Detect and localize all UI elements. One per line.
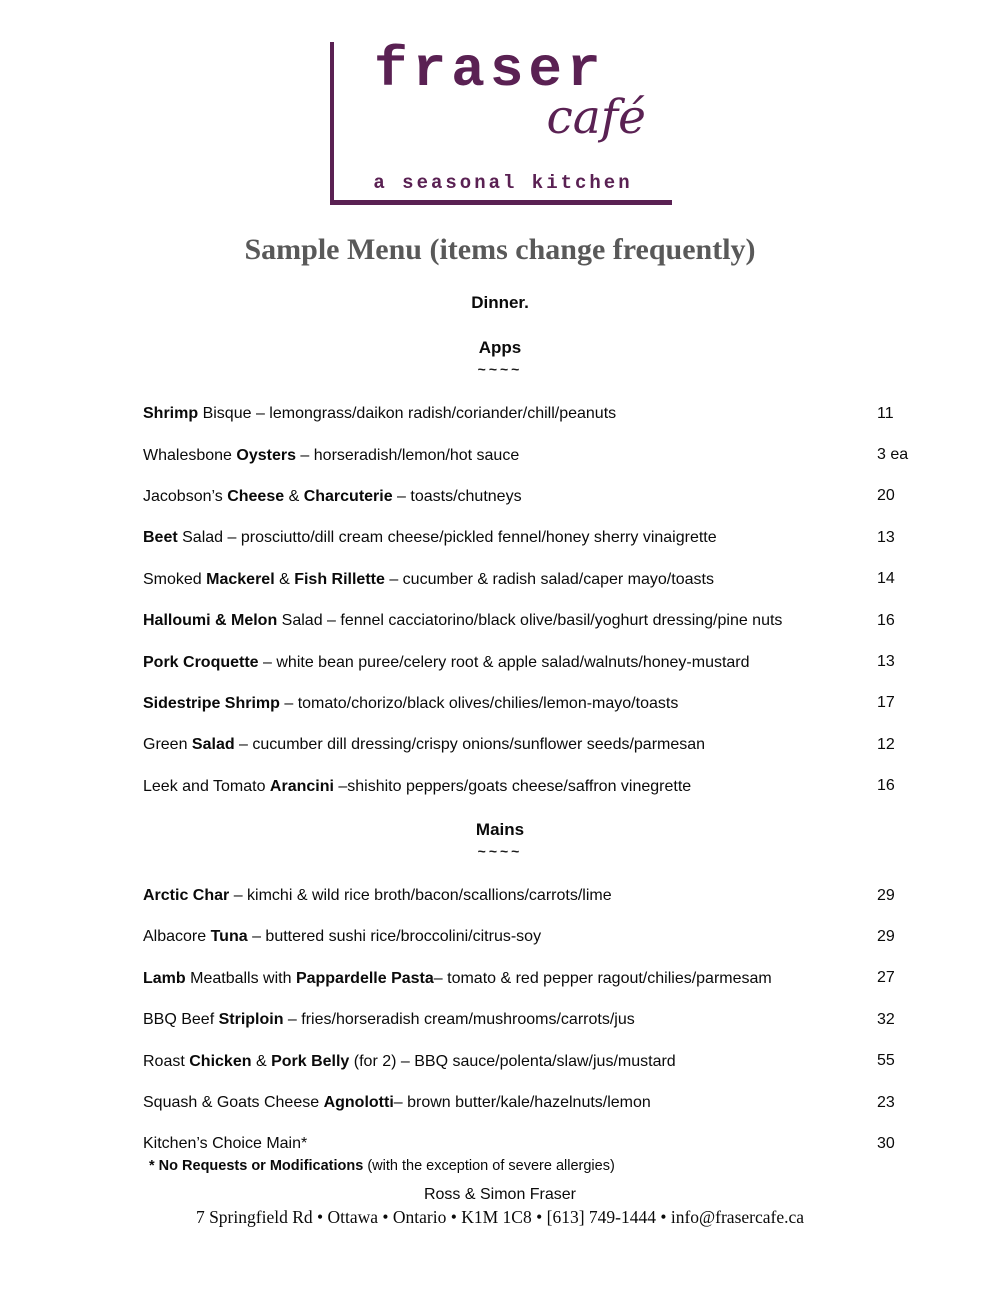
menu-item-price: 11 bbox=[877, 404, 894, 422]
menu-item-description: Sidestripe Shrimp – tomato/chorizo/black olives/chilies/lemon-mayo/toasts bbox=[143, 694, 679, 712]
menu-item-row bbox=[143, 1082, 933, 1123]
menu-item-price: 14 bbox=[877, 570, 895, 588]
menu-item-description: Halloumi & Melon Salad – fennel cacciatorino/black olive/basil/yoghurt dressing/pine nuts bbox=[143, 612, 783, 630]
menu-item-price: 29 bbox=[877, 927, 895, 945]
menu-item-row bbox=[143, 1133, 933, 1177]
menu-item-price: 30 bbox=[877, 1135, 895, 1153]
menu-item-row bbox=[143, 600, 933, 641]
menu-item-description: Jacobson’s Cheese & Charcuterie – toasts/chutneys bbox=[143, 487, 522, 505]
footer-address-line: 7 Springfield Rd • Ottawa • Ontario • K1M 1C8 • [613] 749-1444 • info@frasercafe.ca bbox=[195, 1207, 805, 1227]
logo-name-fraser: fraser bbox=[374, 38, 606, 102]
menu-item-description: Shrimp Bisque – lemongrass/daikon radish/coriander/chill/peanuts bbox=[143, 405, 617, 423]
menu-item-description: Smoked Mackerel & Fish Rillette – cucumber & radish salad/caper mayo/toasts bbox=[143, 570, 714, 588]
menu-item-price: 32 bbox=[877, 1010, 895, 1028]
section-apps bbox=[0, 338, 1000, 807]
section-heading-mains: Mains bbox=[475, 819, 525, 839]
section-heading-apps: Apps bbox=[478, 338, 522, 357]
mains-list bbox=[143, 875, 933, 1177]
menu-item-price: 20 bbox=[877, 487, 895, 505]
menu-item-description: Beet Salad – prosciutto/dill cream cheese/pickled fennel/honey sherry vinaigrette bbox=[143, 529, 717, 547]
section-divider: ~~~~ bbox=[477, 361, 523, 377]
menu-item-description: BBQ Beef Striploin – fries/horseradish cream/mushrooms/carrots/jus bbox=[143, 1011, 635, 1029]
menu-item-description: Arctic Char – kimchi & wild rice broth/bacon/scallions/carrots/lime bbox=[143, 887, 612, 905]
menu-item-row bbox=[143, 559, 933, 600]
menu-item-note: * No Requests or Modifications (with the exception of severe allergies) bbox=[149, 1158, 615, 1175]
menu-item-row bbox=[143, 434, 933, 475]
fraser-cafe-logo bbox=[330, 38, 672, 205]
menu-item-row bbox=[143, 641, 933, 682]
menu-item-price: 17 bbox=[877, 694, 895, 712]
menu-item-description: Leek and Tomato Arancini –shishito peppers/goats cheese/saffron vinegrette bbox=[143, 777, 692, 795]
apps-list bbox=[143, 393, 933, 807]
menu-item-price: 12 bbox=[877, 735, 895, 753]
menu-item-price: 29 bbox=[877, 886, 895, 904]
logo-tagline: a seasonal kitchen bbox=[373, 172, 633, 194]
menu-item-row bbox=[143, 517, 933, 558]
menu-item-price: 55 bbox=[877, 1052, 895, 1070]
menu-item-price: 16 bbox=[877, 777, 895, 795]
menu-item-price: 23 bbox=[877, 1093, 895, 1111]
section-mains bbox=[0, 820, 1000, 1177]
section-divider: ~~~~ bbox=[477, 842, 523, 859]
menu-item-row bbox=[143, 916, 933, 957]
menu-item-price: 13 bbox=[877, 528, 895, 546]
menu-item-description: Roast Chicken & Pork Belly (for 2) – BBQ sauce/polenta/slaw/jus/mustard bbox=[143, 1052, 676, 1070]
menu-item-description: Whalesbone Oysters – horseradish/lemon/hot sauce bbox=[143, 446, 520, 464]
menu-item-description: Pork Croquette – white bean puree/celery root & apple salad/walnuts/honey-mustard bbox=[143, 653, 750, 671]
menu-item-description: Lamb Meatballs with Pappardelle Pasta– tomato & red pepper ragout/chilies/parmesam bbox=[143, 969, 772, 987]
menu-item-row bbox=[143, 1040, 933, 1081]
menu-item-row bbox=[143, 476, 933, 517]
logo-name-cafe: café bbox=[546, 90, 646, 145]
menu-item-description: Kitchen’s Choice Main* * No Requests or Modifications (with the exception of severe allergies) bbox=[143, 1133, 877, 1177]
menu-item-row bbox=[143, 999, 933, 1040]
menu-item-row bbox=[143, 958, 933, 999]
menu-item-row bbox=[143, 724, 933, 765]
menu-item-price: 27 bbox=[877, 969, 895, 987]
menu-item-price: 16 bbox=[877, 611, 895, 629]
footer bbox=[0, 1184, 1000, 1229]
menu-item-row bbox=[143, 766, 933, 807]
menu-subtitle: Dinner. bbox=[471, 293, 529, 312]
menu bbox=[0, 338, 1000, 1177]
menu-item-description: Squash & Goats Cheese Agnolotti– brown butter/kale/hazelnuts/lemon bbox=[143, 1094, 651, 1112]
menu-item-description: Green Salad – cucumber dill dressing/crispy onions/sunflower seeds/parmesan bbox=[143, 736, 706, 754]
menu-item-price: 3 ea bbox=[877, 446, 909, 464]
page-title: Sample Menu (items change frequently) bbox=[244, 233, 756, 266]
menu-item-row bbox=[143, 683, 933, 724]
menu-item-row bbox=[143, 875, 933, 916]
menu-item-row bbox=[143, 393, 933, 434]
menu-item-price: 13 bbox=[877, 653, 895, 671]
menu-item-description: Albacore Tuna – buttered sushi rice/broccolini/citrus-soy bbox=[143, 928, 542, 946]
footer-owner-names: Ross & Simon Fraser bbox=[423, 1186, 577, 1203]
